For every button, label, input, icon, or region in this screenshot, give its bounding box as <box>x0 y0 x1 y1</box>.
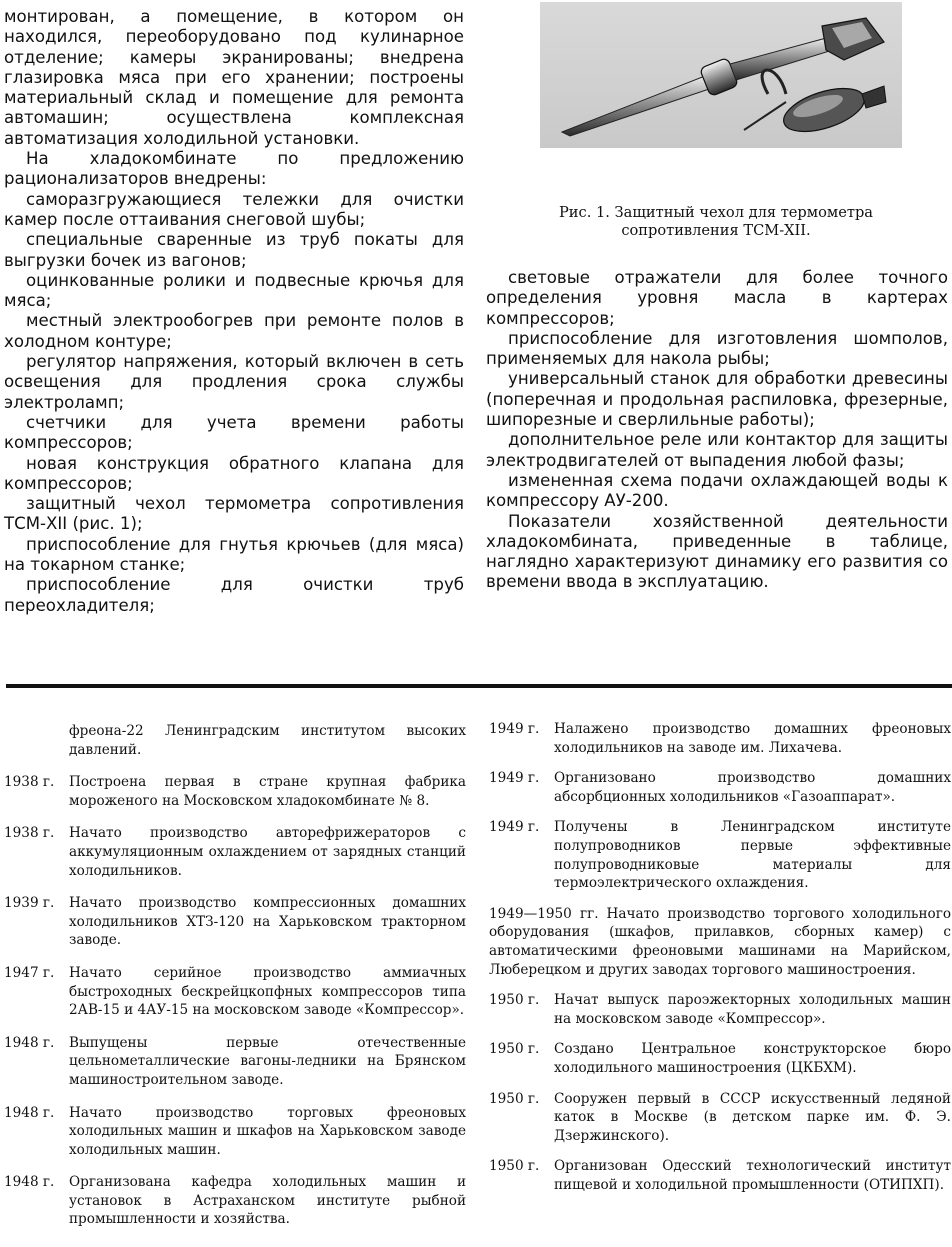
chronology-entry <box>489 905 951 979</box>
paragraph: На хладокомбинате по предложению рационализаторов внедрены: <box>4 149 464 189</box>
list-item: специальные сваренные из труб покаты для выгрузки бочек из вагонов; <box>4 230 464 270</box>
entry-year: 1949 г. <box>489 770 540 787</box>
entry-year: 1939 г. <box>4 895 55 912</box>
entry-year: 1950 г. <box>489 1090 540 1107</box>
entry-text: Налажено производство домашних фреоновых холодильников на заводе им. Лихачева. <box>554 721 951 756</box>
chronology-entry <box>489 991 951 1028</box>
list-item: новая конструкция обратного клапана для компрессоров; <box>4 453 464 493</box>
section-divider <box>6 684 952 688</box>
chronology-column-right <box>489 720 951 1194</box>
entry-text: Начато производство компрессионных домашних холодильников ХТЗ-120 на Харьковском тракторном заводе. <box>69 895 466 949</box>
entry-text: Выпущены первые отечественные цельнометаллические вагоны-ледники на Брянском машиностроительном заводе. <box>69 1034 466 1088</box>
list-item: саморазгружающиеся тележки для очистки камер после оттаивания снеговой шубы; <box>4 189 464 229</box>
list-item: приспособление для изготовления шомполов, применяемых для накола рыбы; <box>486 328 948 369</box>
entry-text: фреона-22 Ленинградским институтом высоких давлений. <box>69 723 466 758</box>
chronology-entry <box>489 1157 951 1194</box>
entry-text: Начат выпуск пароэжекторных холодильных машин на московском заводе «Компрессор». <box>554 992 951 1027</box>
chronology-entry <box>489 1040 951 1077</box>
entry-text: Сооружен первый в СССР искусственный ледяной каток в Москве (в детском парке им. Ф. Э. Дзержинского). <box>554 1090 951 1144</box>
figure-caption: Рис. 1. Защитный чехол для термометра сопротивления ТСМ-XII. <box>558 204 874 239</box>
entry-year: 1949 г. <box>489 819 540 836</box>
entry-text: Начато производство торговых фреоновых холодильных машин и шкафов на Харьковском заводе холодильных машин. <box>69 1104 466 1158</box>
list-item: измененная схема подачи охлаждающей воды к компрессору АУ-200. <box>486 470 948 511</box>
list-item: универсальный станок для обработки древесины (поперечная и продольная распиловка, фрезерные, шипорезные и сверлильные работы); <box>486 369 948 430</box>
chronology-entry <box>4 824 466 880</box>
chronology-entry <box>489 818 951 892</box>
chronology-entry <box>489 1090 951 1146</box>
article-column-right <box>486 268 948 593</box>
entry-text <box>489 905 951 979</box>
entry-text: Организована кафедра холодильных машин и установок в Астраханском институте рыбной промышленности и хозяйства. <box>69 1174 466 1228</box>
chronology-entry <box>4 964 466 1020</box>
entry-year: 1949 г. <box>489 721 540 737</box>
entry-year: 1947 г. <box>4 964 55 981</box>
list-item: местный электрообогрев при ремонте полов в холодном контуре; <box>4 311 464 351</box>
entry-year: 1948 г. <box>4 1174 55 1191</box>
entry-year: 1950 г. <box>489 992 540 1009</box>
chronology-entry <box>4 722 466 759</box>
chronology-entry <box>489 720 951 757</box>
entry-text: Получены в Ленинградском институте полупроводников первые эффективные полупроводниковые материалы для термоэлектрического охлаждения. <box>554 819 951 892</box>
entry-year: 1948 г. <box>4 1104 55 1121</box>
chronology-entry <box>489 769 951 806</box>
entry-year: 1949—1950 гг. <box>489 905 599 922</box>
chronology-entry <box>4 894 466 950</box>
entry-year: 1938 г. <box>4 825 55 842</box>
entry-year: 1938 г. <box>4 774 55 791</box>
entry-text: Начато серийное производство аммиачных быстроходных бескрейцкопфных компрессоров типа 2АВ-15 и 4АУ-15 на московском заводе «Компрессор». <box>69 964 466 1019</box>
list-item: оцинкованные ролики и подвесные крючья для мяса; <box>4 270 464 311</box>
entry-body: Начато производство торгового холодильного оборудования (шкафов, прилавков, сборных камер) с автоматическими фреоновыми машинами на Марийском, Люберецком и других заводах торгового машиностроения. <box>489 905 951 978</box>
list-item: счетчики для учета времени работы компрессоров; <box>4 412 464 453</box>
entry-text: Организован Одесский технологический институт пищевой и холодильной промышленности (ОТИПХП). <box>554 1158 951 1193</box>
list-item: приспособление для очистки труб переохладителя; <box>4 575 464 615</box>
list-item: дополнительное реле или контактор для защиты электродвигателей от выпадения любой фазы; <box>486 430 948 470</box>
entry-year: 1950 г. <box>489 1158 540 1175</box>
chronology-entry <box>4 1034 466 1090</box>
entry-text: Построена первая в стране крупная фабрика мороженого на Московском хладокомбинате № 8. <box>69 774 466 809</box>
thermometer-sheath-illustration <box>540 2 902 148</box>
entry-text: Начато производство авторефрижераторов с аккумуляционным охлаждением от зарядных станций холодильников. <box>69 825 466 879</box>
chronology-entry <box>4 1173 466 1229</box>
entry-text: Создано Центральное конструкторское бюро холодильного машиностроения (ЦКБХМ). <box>554 1041 951 1076</box>
figure-thermometer-sheath <box>540 2 902 148</box>
entry-year: 1948 г. <box>4 1034 55 1051</box>
article-column-left <box>4 7 464 616</box>
list-item: световые отражатели для более точного определения уровня масла в картерах компрессоров; <box>486 268 948 328</box>
list-item: защитный чехол термометра сопротивления ТСМ-XII (рис. 1); <box>4 494 464 534</box>
paragraph: Показатели хозяйственной деятельности хладокомбината, приведенные в таблице, наглядно характеризуют динамику его развития со времени ввода в эксплуатацию. <box>486 511 948 592</box>
chronology-entry <box>4 773 466 810</box>
entry-year: 1950 г. <box>489 1041 540 1058</box>
paragraph: монтирован, а помещение, в котором он находился, переоборудовано под кулинарное отделение; камеры экранированы; внедрена глазировка мяса при его хранении; построены материальный склад и помещение для ремонта автомашин; осуществлена комплексная автоматизация холодильной установки. <box>4 7 464 148</box>
list-item: регулятор напряжения, который включен в сеть освещения для продления срока службы электроламп; <box>4 352 464 412</box>
chronology-column-left <box>4 722 466 1229</box>
entry-text: Организовано производство домашних абсорбционных холодильников «Газоаппарат». <box>554 770 951 805</box>
chronology-entry <box>4 1104 466 1160</box>
list-item: приспособление для гнутья крючьев (для мяса) на токарном станке; <box>4 534 464 575</box>
